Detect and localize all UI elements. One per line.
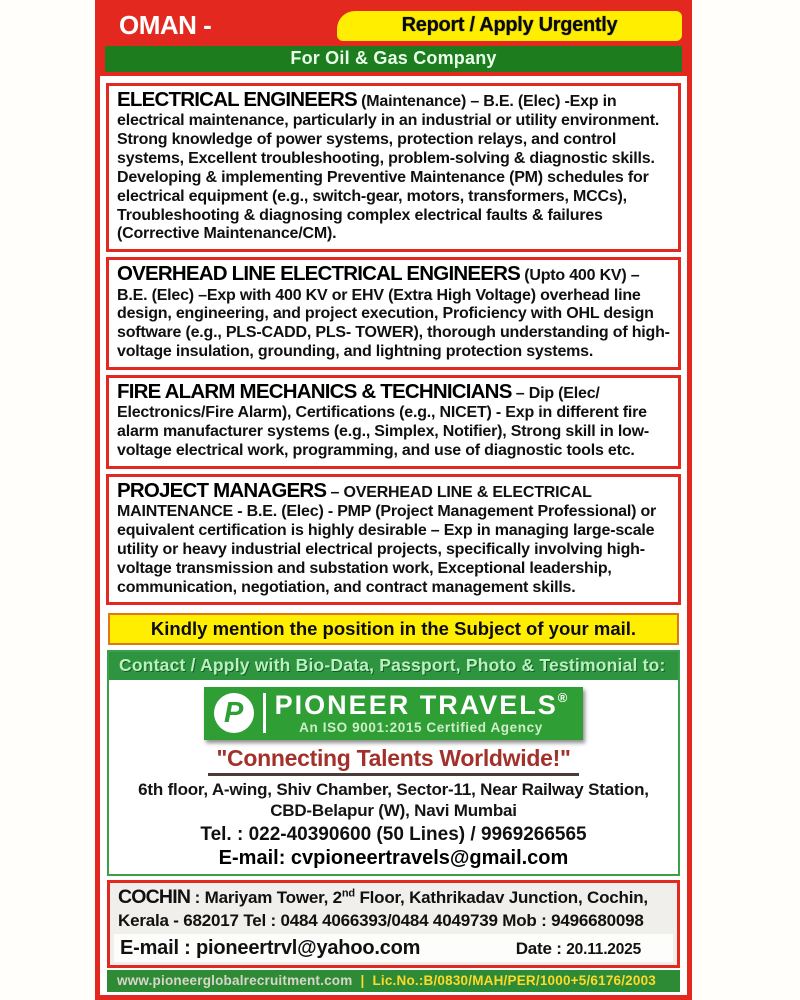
agency-section [109,680,678,873]
job-description: (Maintenance) – B.E. (Elec) -Exp in electrical maintenance, particularly in an industrial or utility environment. Strong knowledge of power systems, protection relays, and control systems, Excellent troubleshooting, problem-solving & diagnostic skills. Developing & implementing Preventive Maintenance (PM) schedules for electrical equipment (e.g., switch-gear, motors, transformers, MCCs), Troubleshooting & diagnosing complex electrical faults & failures (Corrective Maintenance/CM). [117,93,660,243]
registered-trademark-icon: ® [557,690,568,706]
date-value: 20.11.2025 [566,941,641,959]
job-block-overhead-line-engineers [106,257,681,370]
job-title: FIRE ALARM MECHANICS & TECHNICIANS [117,380,512,403]
cochin-address-line-1 [118,885,669,910]
job-title: PROJECT MANAGERS [117,478,327,502]
pioneer-logo-icon: P [214,693,254,733]
contact-heading: Contact / Apply with Bio-Data, Passport, Photo & Testimonial to: [109,652,678,680]
job-description: (Upto 400 KV) – B.E. (Elec) –Exp with 400 KV or EHV (Extra High Voltage) overhead line design, engineering, and project execution, Proficiency with OHL design software (e.g., PLS-CADD, PLS- TOWER), thorough understanding of high-voltage insulation, grounding, and lightning protection systems. [117,267,670,361]
address-line-2: CBD-Belapur (W), Navi Mumbai [270,801,517,821]
agency-website: www.pioneerglobalrecruitment.com [117,973,353,989]
pioneer-travels-logo [204,687,584,740]
advert-date [516,938,667,960]
company-banner: For Oil & Gas Company [105,46,682,72]
agency-slogan: "Connecting Talents Worldwide!" [208,745,578,776]
agency-name [275,690,568,720]
contact-panel [107,650,680,875]
subject-note: Kindly mention the position in the Subject of your mail. [108,613,679,645]
logo-divider [263,693,266,733]
agency-name-text: PIONEER TRAVELS [274,690,558,721]
job-title: OVERHEAD LINE ELECTRICAL ENGINEERS [117,262,520,286]
job-description: – OVERHEAD LINE & ELECTRICAL MAINTENANCE - B.E. (Elec) - PMP (Project Management Professional) or equivalent certification is highly desirable – Exp in managing large-scale utility or heavy industrial electrical projects, specifically involving high-voltage transmission and substation work, Exceptional leadership, communication, negotiation, and contract management skills. [117,483,657,596]
cochin-address-text: : Mariyam Tower, 2 [190,887,342,907]
job-block-electrical-engineers [106,83,681,252]
urgency-banner: Report / Apply Urgently [337,11,682,41]
country-label: OMAN - [119,10,212,40]
cochin-address-line-2: Kerala - 682017 Tel : 0484 4066393/0484 4049739 Mob : 9496680098 [118,911,644,931]
iso-certification-line: An ISO 9001:2015 Certified Agency [299,719,543,735]
job-listings [100,76,687,610]
job-title: ELECTRICAL ENGINEERS [117,88,357,111]
logo-text [275,691,568,735]
ordinal-superscript: nd [341,887,355,900]
license-bar [107,970,680,992]
phone-numbers: Tel. : 022-40390600 (50 Lines) / 9969266565 [200,823,587,845]
job-block-fire-alarm-technicians [106,375,681,469]
job-block-project-managers [106,474,681,606]
advert-frame [95,0,692,1000]
date-label: Date : [515,939,567,959]
primary-email: E-mail: cvpioneertravels@gmail.com [218,846,569,869]
cochin-city-label: COCHIN [118,885,191,908]
separator: | [360,973,365,989]
header-topbar [105,9,682,42]
cochin-branch-panel [107,880,680,968]
header [100,5,687,76]
cochin-email-row [114,934,673,962]
cochin-address-text: Floor, Kathrikadav Junction, Cochin, [354,887,648,907]
license-number: Lic.No.:B/0830/MAH/PER/1000+5/6176/2003 [372,973,657,989]
cochin-email: E-mail : pioneertrvl@yahoo.com [120,937,421,960]
job-description: – Dip (Elec/ Electronics/Fire Alarm), Certifications (e.g., NICET) - Exp in different fire alarm manufacturer systems (e.g., Simplex, Notifier), Strong skill in low-voltage electrical work, programming, and use of diagnostic tools etc. [117,385,650,459]
address-line-1: 6th floor, A-wing, Shiv Chamber, Sector-11, Near Railway Station, [138,780,649,800]
